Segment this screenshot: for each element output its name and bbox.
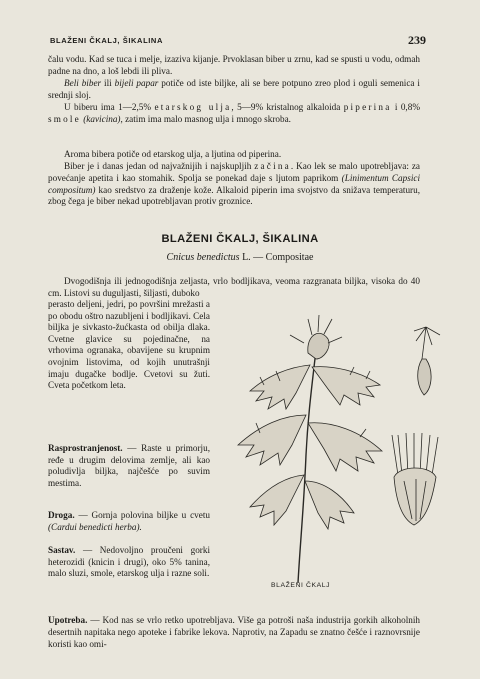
page-number: 239 [408, 33, 426, 47]
text-span: — Nedovoljno proučeni gorki heterozidi (knicin i drugi), oko 5% tanina, malo sluzi, smole, etarskog ulja i razne soli. [48, 545, 210, 579]
latin-name: Cnicus benedictus [166, 252, 240, 263]
thistle-illustration [220, 305, 460, 585]
entry-title: BLAŽENI ČKALJ, ŠIKALINA [161, 233, 319, 245]
text-span: , zatim ima malo masnog ulja i mnogo skroba. [120, 113, 291, 124]
running-head: BLAŽENI ČKALJ, ŠIKALINA [50, 36, 163, 45]
drug-latin: (Cardui benedicti herba). [48, 521, 142, 532]
spaced-term: etarskog ulja [154, 102, 232, 112]
plant-stem [298, 350, 316, 583]
white-pepper-term: Beli biber [64, 78, 102, 88]
spiny-leaves [238, 365, 382, 529]
range-label: Rasprostranjenost. [48, 443, 123, 453]
seed-detail [414, 327, 440, 395]
white-pepper-alt-term: bijeli papar [114, 78, 159, 88]
intro-paragraph-2 [48, 78, 420, 102]
drug-label: Droga. [48, 510, 75, 520]
description-column: perasto deljeni, jedri, po površini mrežasti a po obodu oštro nazubljeni i bodljikavi. Cela biljka je sivkasto-žućkasta od obilja dlaka. Cvetne glavice su pojedinačne, na vrhovima ogranaka, obavijene su krupnim ovojnim listovima, od kojih unutrašnji imaju dugačke bodlje. Cvetovi su žuti. Cveta početkom leta. [48, 299, 210, 391]
range-paragraph [48, 443, 210, 489]
author-family: L. — Compositae [239, 252, 314, 263]
text-span: U biberu ima 1—2,5% [64, 102, 155, 112]
text-span: . Kao lek se malo upotrebljava: za povećanje apetita i kao stomahik. Spolja se ponekad daje s ljutom paprikom [48, 161, 420, 183]
text-span: i 0,8% [391, 102, 420, 112]
intro-paragraph-1: čalu vodu. Kad se tuca i melje, izaziva kijanje. Prvoklasan biber u zrnu, kad se spusti u vodu, odmah padne na dno, a loš lebdi ili pliva. [48, 54, 420, 76]
text-span: ili [101, 78, 115, 88]
text-span: — Gornja polovina biljke u cvetu [74, 510, 210, 520]
text-span: — Raste u primorju, ređe u drugim delovima zemlje, ali kao poludivlja biljka, najčešće po suvim mestima. [48, 443, 210, 488]
latin-term: (kavicina) [80, 113, 121, 124]
intro-paragraph-4: Aroma bibera potiče od etarskog ulja, a ljutina od piperina. [64, 149, 282, 159]
bract-detail [392, 433, 438, 525]
composition-paragraph [48, 545, 210, 580]
spaced-term: piperina [343, 102, 392, 112]
intro-paragraph-5 [48, 161, 420, 208]
text-span: kao sredstvo za draženje kože. Alkaloid piperin ima svojstvo da snižava temperaturu, zbog čega je biber nekad upotrebljavan protiv groznice. [48, 184, 420, 207]
description-full-width: Dvogodišnja ili jednogodišnja zeljasta, vrlo bodljikava, veoma razgranata biljka, visoka do 40 cm. Listovi su duguljasti, šiljasti, duboko [48, 276, 420, 298]
use-label: Upotreba. [48, 615, 88, 625]
spaced-term: začina [254, 161, 291, 171]
latin-term: (Linimentum Capsici compositum) [48, 172, 421, 195]
composition-label: Sastav. [48, 545, 76, 555]
intro-paragraph-3 [48, 102, 420, 126]
drug-paragraph [48, 510, 210, 533]
spaced-term: smole [48, 113, 81, 124]
illustration-caption: BLAŽENI ČKALJ [271, 582, 331, 589]
text-span: , 5—9% kristalnog alkaloida [231, 102, 344, 112]
use-paragraph [48, 615, 420, 650]
entry-subtitle [0, 252, 480, 263]
flower-head [290, 315, 342, 359]
text-span: — Kod nas se vrlo retko upotrebljava. Više ga potroši naša industrija gorkih alkoholnih desertnih napitaka nego apoteke i fabrike lekova. Naprotiv, na Zapadu se znatno češće i raznovrsnije koristi kao omi- [48, 615, 420, 649]
text-span: Biber je i danas jedan od najvažnijih i najskupljih [64, 161, 255, 171]
text-span: potiče od iste biljke, ali se bere potpuno zreo plod i oguli semenica i srednji sloj. [48, 78, 420, 100]
